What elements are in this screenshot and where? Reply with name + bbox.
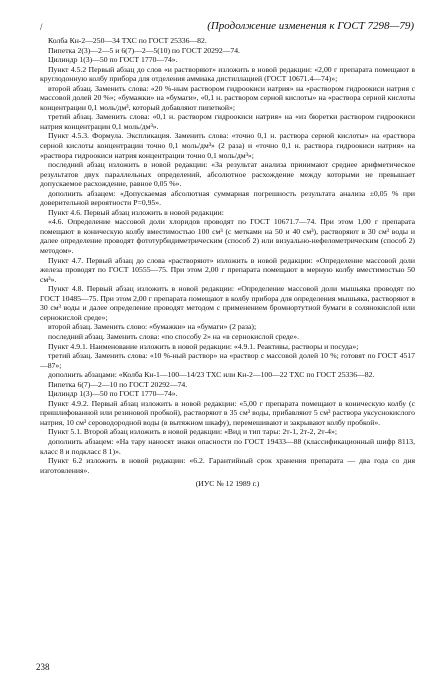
- paragraph: Пункт 4.5.2 Первый абзац до слов «и растворяют» изложить в новой редакции: «2,00 г препарата помещают в круглодонную колбу прибора для отделения аммиака дистиллацией (ГОСТ 10671.4—74)»;: [40, 64, 415, 84]
- paragraph: Пипетка 2(3)—2—5 и 6(7)—2—5(10) по ГОСТ 20292—74.: [48, 45, 240, 55]
- paragraph: Пункт 4.9.1. Наименование изложить в новой редакции: «4.9.1. Реактивы, растворы и посуда»;: [48, 341, 359, 351]
- paragraph: Цилиндр 1(3)—50 по ГОСТ 1770—74».: [48, 389, 178, 399]
- paragraph: Пункт 4.6. Первый абзац изложить в новой редакции:: [48, 207, 224, 217]
- page-number: 238: [36, 662, 50, 672]
- paragraph: Пункт 4.8. Первый абзац изложить в новой редакции: «Определение массовой доли мышьяка проводят по ГОСТ 10485—75. При этом 2,00 г препарата помещают в колбу прибора для определения мышьяка, растворяют в 30 см³ воды и далее определение проводят методом с применением бромнортутной бумаги в солянокислой или сернокислой среде»;: [40, 284, 415, 322]
- paragraph: второй абзац. Заменить слово: «бумажки» на «бумаги» (2 раза);: [48, 322, 257, 332]
- paragraph: последний абзац. Заменить слова: «по способу 2» на «в сернокислой среде».: [48, 331, 299, 341]
- paragraph: Пункт 4.5.3. Формула. Экспликация. Заменить слова: «точно 0,1 н. раствора серной кислоты» на «раствора серной кислоты концентрации точно 0,1 моль/дм³» (2 раза) и «точно 0,1 н. раствора гидроокиси натрия» на «раствора гидроокиси натрия концентрации точно 0,1 моль/дм³»;: [40, 131, 415, 160]
- page-header: (Продолжение изменения к ГОСТ 7298—79): [207, 20, 414, 32]
- paragraph: Пипетка 6(7)—2—10 по ГОСТ 20292—74.: [48, 379, 188, 389]
- paragraph: Колба Кн-2—250—34 ТХС по ГОСТ 25336—82.: [48, 36, 207, 45]
- paragraph: Пункт 4.9.2. Первый абзац изложить в новой редакции: «5,00 г препарата помещают в коническую колбу (с пришлифованной или резиновой пробкой), растворяют в 35 см³ воды, прибавляют 5 см³ раствора уксуснокислого натрия, 10 см³ сероводородной воды (в вытяжном шкафу), перемешивают и закрывают колбу пробкой».: [40, 398, 415, 427]
- paragraph: второй абзац. Заменить слова: «20 %-ным раствором гидроокиси натрия» на «раствором гидроокиси натрия с массовой долей 20 %»; «бумажки» на «бумаги», «0,1 н. раствором серной кислоты» на «раствора серной кислоты концентрации 0,1 моль/дм³, который добавляют пипеткой»;: [40, 83, 415, 112]
- paragraph: дополнить абзацем: «Допускаемая абсолютная суммарная погрешность результата анализа ±0,05 % при доверительной вероятности P=0,95».: [40, 188, 415, 208]
- paragraph: дополнить абзацем: «На тару наносят знаки опасности по ГОСТ 19433—88 (классификационный шифр 8113, класс 8 и подкласс 8 1)».: [40, 436, 415, 456]
- paragraph: третий абзац. Заменить слова: «10 %-ный раствор» на «раствор с массовой долей 10 %; готовят по ГОСТ 4517—87»;: [40, 351, 415, 370]
- margin-mark: /: [40, 22, 43, 32]
- document-body: [40, 36, 415, 489]
- paragraph: Пункт 6.2 изложить в новой редакции: «6.2. Гарантийный срок хранения препарата — два года со дня изготовления».: [40, 456, 415, 475]
- paragraph: Цилиндр 1(3)—50 по ГОСТ 1770—74».: [48, 55, 178, 65]
- issue-reference: (ИУС № 12 1989 г.): [195, 479, 260, 489]
- paragraph: третий абзац. Заменить слова: «0,1 н. раствором гидроокиси натрия» на «из бюретки раствором гидроокиси натрия концентрации 0,1 моль/дм³».: [40, 112, 415, 131]
- paragraph: «4.6. Определение массовой доли хлоридов проводят по ГОСТ 10671.7—74. При этом 1,00 г препарата помещают в коническую колбу вместимостью 100 см³ (с метками на 50 и 40 см³), растворяют в 30 см³ воды и далее определение проводят фототурбидиметрическим (способ 2) или визуально-нефелометрическим (способ 2) методом».: [40, 217, 415, 256]
- paragraph: последний абзац изложить в новой редакции: «За результат анализа принимают среднее арифметическое результатов двух параллельных определений, абсолютное расхождение между которыми не превышает допускаемое расхождение, равное 0,05 %».: [40, 160, 415, 189]
- paragraph: дополнить абзацами: «Колба Кн-1—100—14/23 ТХС или Кн-2—100—22 ТХС по ГОСТ 25336—82.: [48, 370, 375, 380]
- paragraph: Пункт 4.7. Первый абзац до слова «растворяют» изложить в новой редакции: «Определение массовой доли железа проводят по ГОСТ 10555—75. При этом 2,00 г препарата помещают в мерную колбу вместимостью 50 см³».: [40, 255, 415, 284]
- paragraph: Пункт 5.1. Второй абзац изложить в новой редакции: «Вид и тип тары: 2т-1, 2т-2, 2т-4»;: [48, 427, 337, 437]
